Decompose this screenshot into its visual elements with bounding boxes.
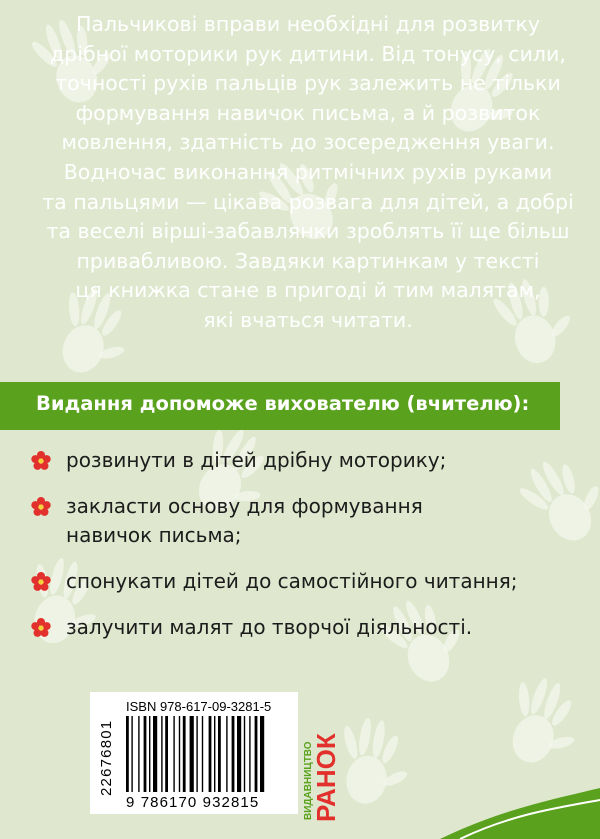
list-item [30,567,575,596]
barcode-icon [124,716,292,792]
flower-icon [30,496,52,518]
barcode-bar [153,716,157,792]
benefits-list [30,446,575,659]
barcode-bar [202,716,203,792]
barcode-bar [226,716,227,792]
list-item-text: закласти основу для формування навичок письма; [66,494,423,547]
list-item [30,492,575,550]
barcode-bar [179,716,180,792]
flower-icon [30,571,52,593]
flower-icon [30,617,52,639]
publisher-logo [302,694,342,820]
barcode-bar [196,716,197,792]
barcode-bar [149,716,150,792]
barcode-bar [183,716,186,792]
publisher-label-small: ВИДАВНИЦТВО [303,741,314,820]
barcode-bar [190,716,194,792]
barcode-bar [161,716,162,792]
corner-decoration [440,770,600,839]
barcode-bar [260,716,264,792]
barcode-bar [218,716,221,792]
flower-icon [30,450,52,472]
barcode-bar [144,716,147,792]
list-item-text: розвинути в дітей дрібну моторику; [66,448,447,472]
publisher-label-big: РАНОК [311,733,341,822]
barcode-bar [255,716,258,792]
banner-title: Видання допоможе вихователю (вчителю): [36,392,530,415]
barcode-bar [214,716,215,792]
list-item [30,613,575,642]
barcode-bar [138,716,139,792]
barcode-bar [244,716,245,792]
barcode-box [90,692,298,814]
barcode-bar [232,716,235,792]
barcode-side-code: 22676801 [98,719,115,796]
barcode-bar [209,716,212,792]
barcode-digits: 9 786170 932815 [126,794,260,811]
barcode-bar [165,716,168,792]
barcode-bar [126,716,129,792]
barcode-bar [173,716,174,792]
barcode-bar [249,716,250,792]
isbn-number: ISBN 978-617-09-3281-5 [126,699,272,714]
list-item [30,446,575,475]
barcode-bar [237,716,241,792]
intro-paragraph: Пальчикові вправи необхідні для розвитку дрібної моторики рук дитини. Від тонусу, сили, точності рухів пальців рук залежить не тільки формування навичок письма, а й розвиток мовлення, здатність до зосередження уваги. Водночас виконання ритмічних рухів руками та пальцями — цікава розвага для дітей, а добрі та веселі вірші-забавлянки зроблять її ще більш привабливою. Завдяки картинкам у тексті ця книжка стане в пригоді й тим малятам, які вчаться читати. [42,12,574,332]
list-item-text: спонукати дітей до самостійного читання; [66,569,518,593]
list-item-text: залучити малят до творчої діяльності. [66,615,473,639]
barcode-bar [131,716,132,792]
green-banner [0,382,560,430]
